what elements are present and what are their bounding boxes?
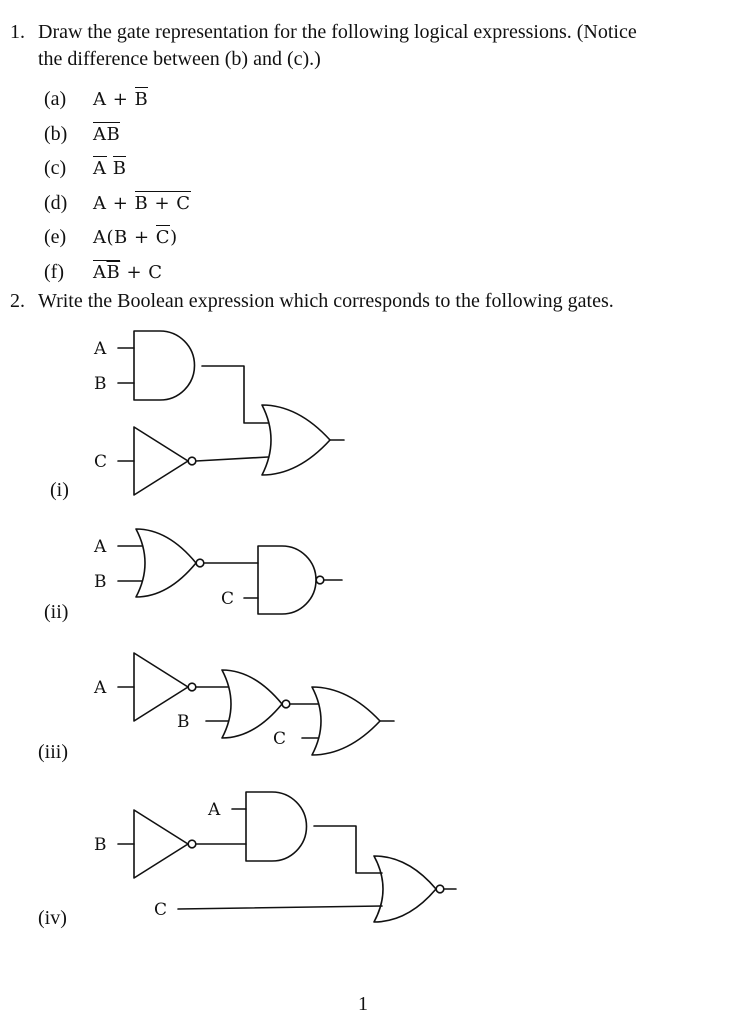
item-a-label: (a) (44, 88, 67, 110)
circuit-i (118, 331, 344, 495)
circuit-ii-label: (ii) (44, 601, 69, 623)
circuit-iv-not-bubble (188, 840, 196, 848)
circuit-iv-input-c: C (154, 900, 168, 920)
item-e-label: (e) (44, 226, 67, 248)
circuit-iv-input-a: A (208, 800, 221, 820)
circuit-iii-input-a: A (94, 678, 107, 698)
question-1-number: 1. (10, 21, 25, 43)
circuit-iv-label: (iv) (38, 907, 67, 929)
item-f-a: A (93, 261, 107, 283)
circuit-i-not-gate (134, 427, 188, 495)
input-labels (93, 339, 286, 920)
page-number: 1 (358, 993, 368, 1015)
circuit-iv-and-gate (246, 792, 307, 861)
circuit-i-and-gate (134, 331, 195, 400)
circuit-iii (118, 653, 394, 755)
item-e-plain: A(B + (93, 227, 156, 248)
circuit-iv-wire-and-out (314, 826, 382, 873)
item-e-close: ) (170, 227, 178, 248)
circuit-i-input-c: C (94, 452, 108, 472)
circuit-iii-not-bubble (188, 683, 196, 691)
item-a-negated: B (134, 89, 149, 110)
circuit-ii-input-a: A (94, 537, 107, 557)
item-b-label: (b) (44, 122, 68, 145)
circuit-i-wire-not-out (196, 457, 268, 461)
circuit-ii-nor-gate (136, 529, 196, 597)
circuit-iii-nor-bubble (282, 700, 290, 708)
item-d-negated: B + C (134, 192, 191, 214)
item-f-negated-b: $\overline{B}$ (106, 261, 121, 283)
circuit-ii-nand-gate (258, 546, 316, 614)
circuit-iii-or-gate (312, 687, 380, 755)
item-c-label: (c) (44, 157, 67, 179)
item-d-plain: A + (93, 192, 135, 214)
circuit-iv-input-b: B (94, 835, 107, 855)
item-f-plus-c: + C (120, 261, 163, 283)
circuit-i-not-bubble (188, 457, 196, 465)
circuit-iv-not-gate (134, 810, 188, 878)
circuit-iv-nor-bubble (436, 885, 444, 893)
circuit-i-wire-and-out (202, 366, 268, 423)
item-b-negated: AB (93, 123, 121, 145)
circuit-ii-nand-bubble (316, 576, 324, 584)
circuit-iv (118, 792, 456, 922)
circuit-iii-not-gate (134, 653, 188, 721)
circuit-i-or-gate (262, 405, 330, 475)
item-c-negated-a: A (93, 158, 107, 179)
circuit-iv-wire-c (178, 906, 382, 909)
circuit-i-input-b: B (94, 374, 107, 394)
circuit-iv-nor-gate (374, 856, 436, 922)
circuit-ii-input-b: B (94, 572, 107, 592)
question-1-text-line1: Draw the gate representation for the following logical expressions. (Notice (38, 21, 637, 43)
circuit-iii-input-b: B (177, 712, 190, 732)
item-d-label: (d) (44, 191, 68, 214)
question-1-text-line2: the difference between (b) and (c).) (38, 48, 321, 70)
item-c-negated-b: B (112, 158, 127, 179)
item-f-label: (f) (44, 260, 64, 283)
circuit-iii-nor-gate (222, 670, 282, 738)
item-a-plain: A + (93, 89, 135, 110)
circuit-iii-label: (iii) (38, 741, 68, 763)
question-2-text: Write the Boolean expression which corresponds to the following gates. (38, 290, 614, 312)
question-2-number: 2. (10, 290, 25, 312)
circuit-i-label: (i) (50, 479, 69, 501)
circuit-i-input-a: A (94, 339, 107, 359)
circuit-ii-input-c: C (221, 589, 235, 609)
circuit-iii-input-c: C (273, 729, 287, 749)
circuit-ii-nor-bubble (196, 559, 204, 567)
item-e-negated: C (155, 227, 171, 248)
